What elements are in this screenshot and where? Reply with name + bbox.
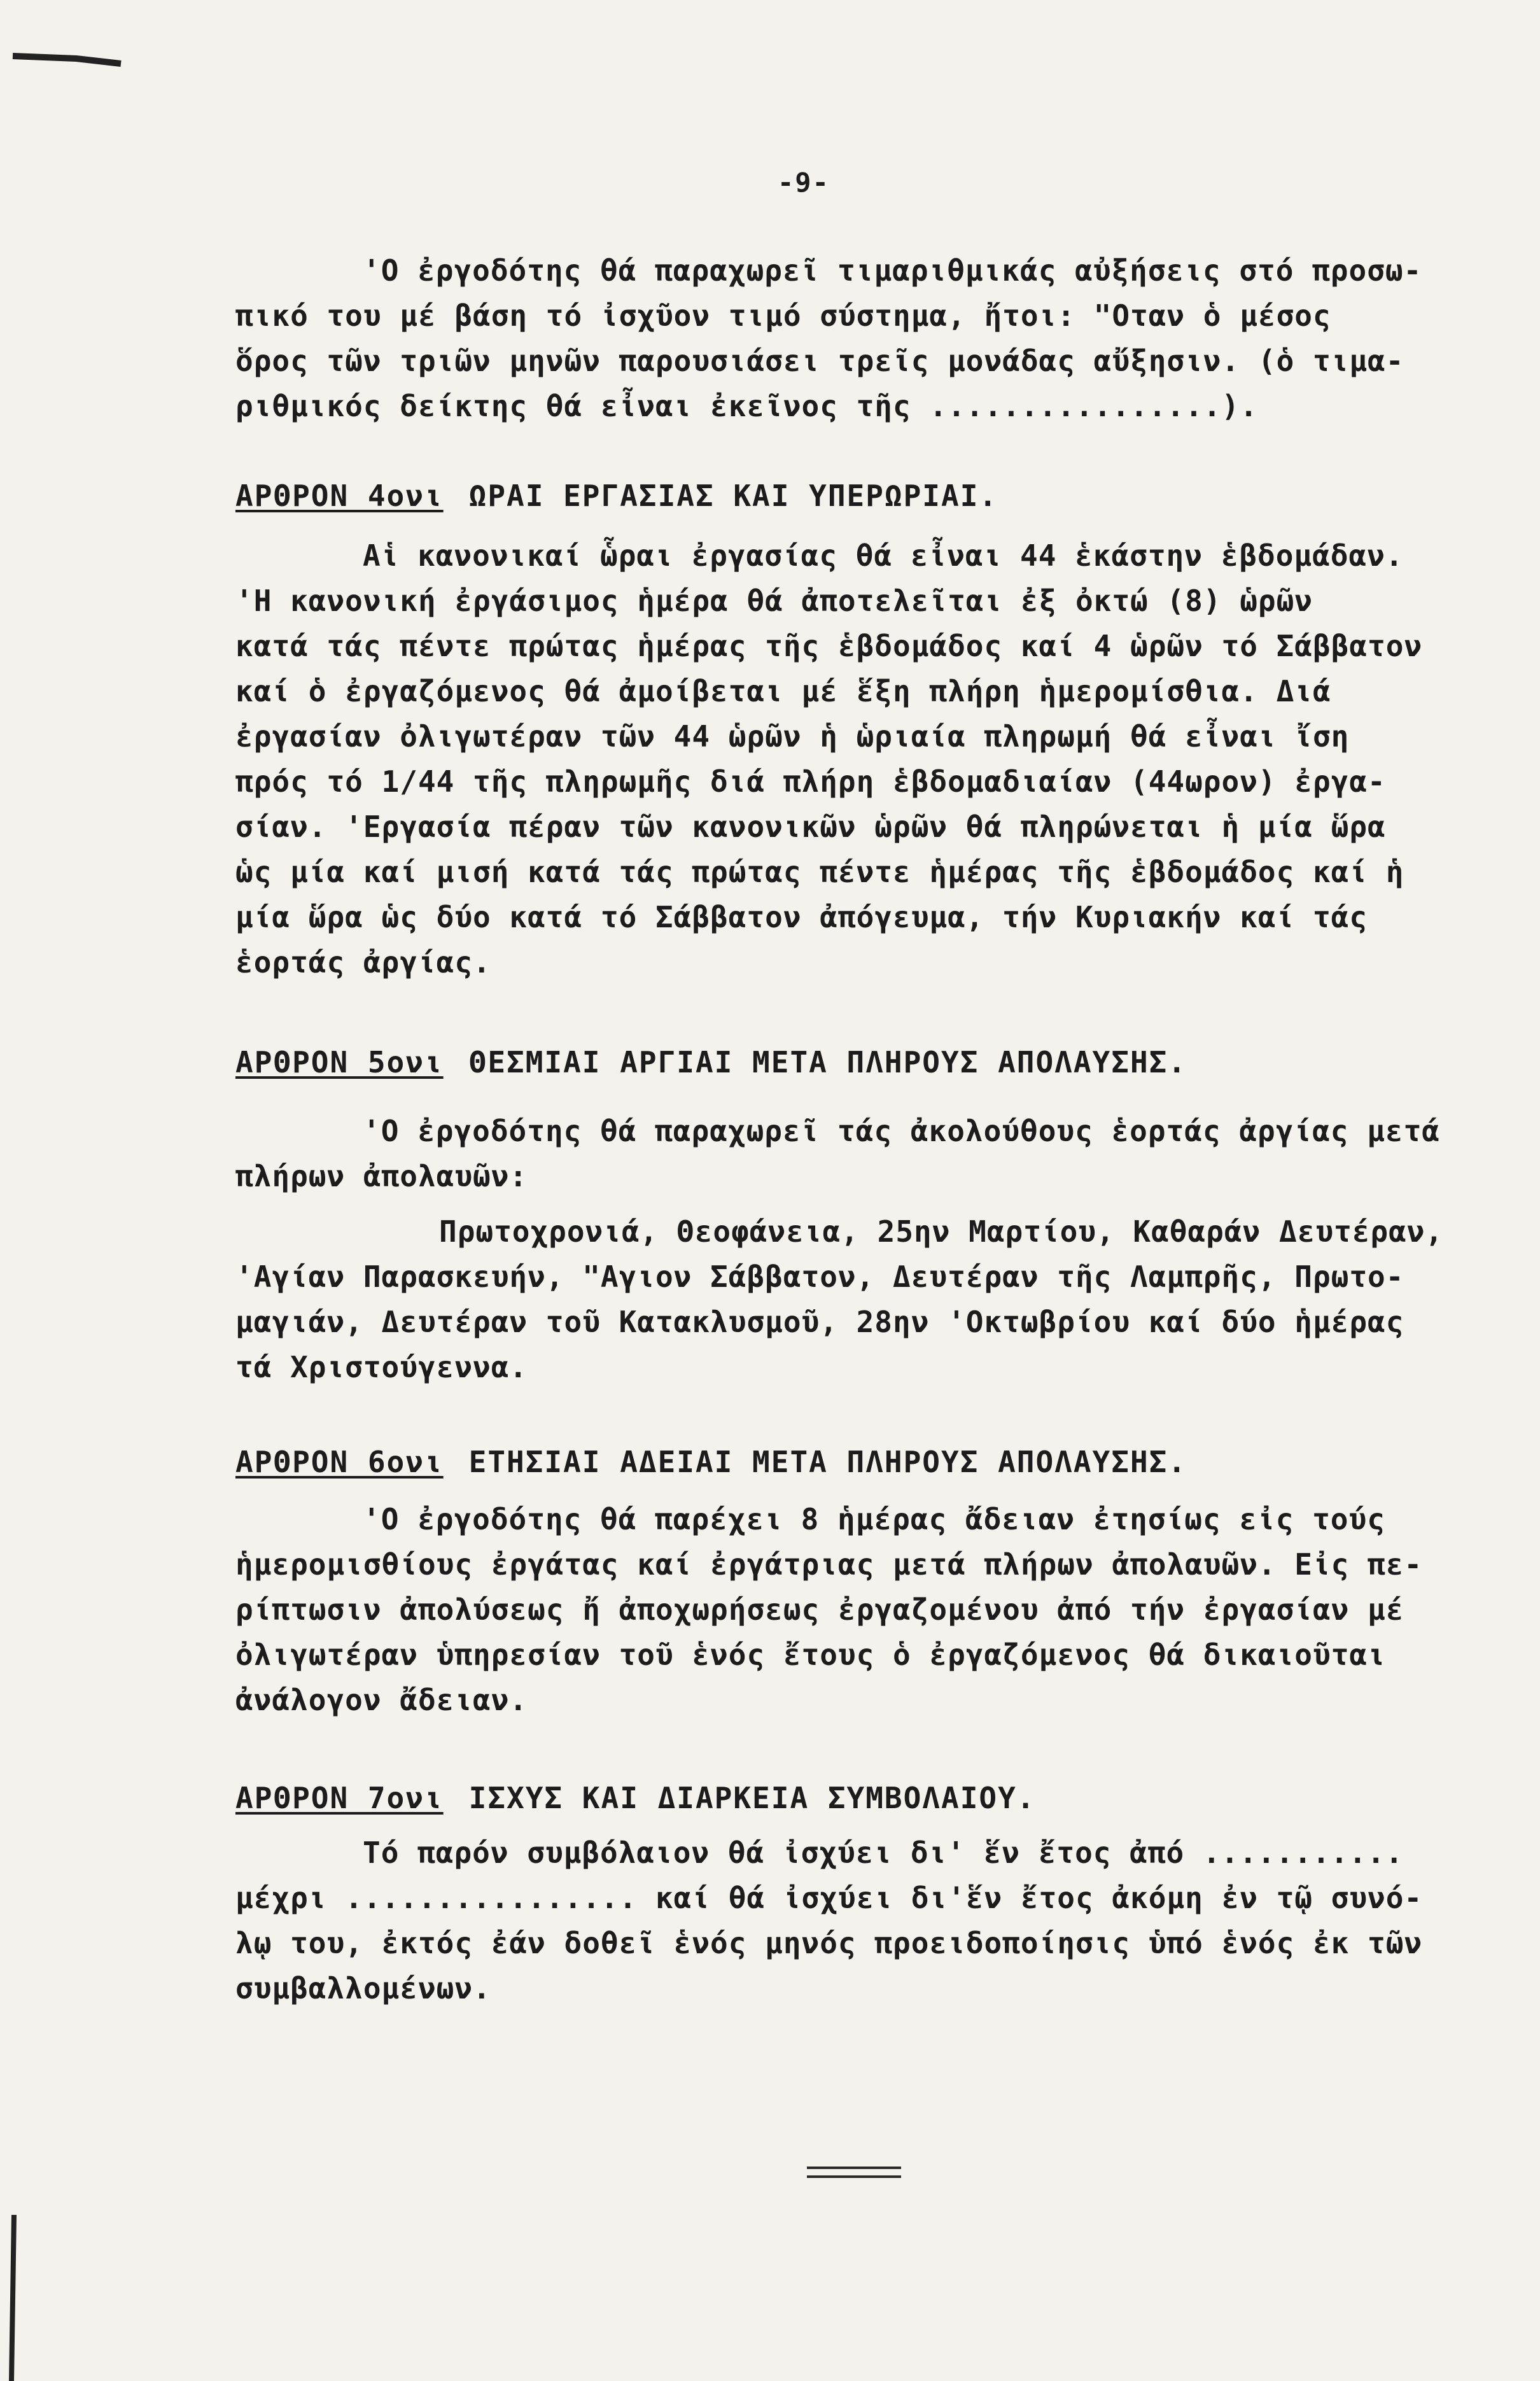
article-5-label: ΑΡΘΡΟΝ 5ονι: [235, 1045, 444, 1079]
article-7-line: μέχρι ................ καί θά ἰσχύει δι'ἕν ἔτος ἀκόμη ἐν τῷ συνό-: [235, 1881, 1423, 1915]
article-5-title: ΘΕΣΜΙΑΙ ΑΡΓΙΑΙ ΜΕΤΑ ΠΛΗΡΟΥΣ ΑΠΟΛΑΥΣΗΣ.: [468, 1045, 1187, 1079]
page-number: -9-: [778, 167, 830, 198]
article-6-label: ΑΡΘΡΟΝ 6ονι: [235, 1445, 444, 1479]
article-5-holidays: [235, 1209, 1443, 1390]
intro-line: ριθμικός δείκτης θά εἶναι ἐκεῖνος τῆς ................).: [235, 389, 1258, 423]
article-7-label: ΑΡΘΡΟΝ 7ονι: [235, 1781, 444, 1815]
article-6-line: ρίπτωσιν ἀπολύσεως ἤ ἀποχωρήσεως ἐργαζομένου ἀπό τήν ἐργασίαν μέ: [235, 1592, 1404, 1627]
article-7-line: συμβαλλομένων.: [235, 1971, 491, 2005]
article-6-heading: [235, 1445, 1187, 1479]
end-rule: [807, 2167, 901, 2178]
article-7-heading: [235, 1781, 1035, 1815]
article-6-line: ὀλιγωτέραν ὑπηρεσίαν τοῦ ἑνός ἔτους ὁ ἐργαζόμενος θά δικαιοῦται: [235, 1638, 1386, 1672]
article-4-line: κατά τάς πέντε πρώτας ἡμέρας τῆς ἑβδομάδος καί 4 ὡρῶν τό Σάββατον: [235, 629, 1423, 663]
article-4-line: ἑορτάς ἀργίας.: [235, 945, 491, 980]
article-7-body: [235, 1830, 1422, 2011]
article-6-line: ἡμερομισθίους ἐργάτας καί ἐργάτριας μετά πλήρων ἀπολαυῶν. Εἰς πε-: [235, 1547, 1423, 1582]
holiday-line: μαγιάν, Δευτέραν τοῦ Κατακλυσμοῦ, 28ην 'Οκτωβρίου καί δύο ἡμέρας: [235, 1305, 1404, 1339]
article-7-line: Τό παρόν συμβόλαιον θά ἰσχύει δι' ἕν ἔτος ἀπό ...........: [363, 1836, 1404, 1870]
holiday-line: Πρωτοχρονιά, Θεοφάνεια, 25ην Μαρτίου, Καθαράν Δευτέραν,: [439, 1214, 1444, 1249]
intro-line: πικό του μέ βάση τό ἰσχῦον τιμό σύστημα, ἤτοι: "Οταν ὁ μέσος: [235, 299, 1331, 333]
article-4-line: 'Η κανονική ἐργάσιμος ἡμέρα θά ἀποτελεῖται ἐξ ὀκτώ (8) ὡρῶν: [235, 584, 1313, 618]
intro-line: 'Ο ἐργοδότης θά παραχωρεῖ τιμαριθμικάς αὐξήσεις στό προσω-: [363, 253, 1422, 288]
article-4-line: μία ὥρα ὡς δύο κατά τό Σάββατον ἀπόγευμα, τήν Κυριακήν καί τάς: [235, 900, 1368, 934]
article-5-body: [235, 1109, 1440, 1199]
article-6-body: [235, 1497, 1422, 1723]
article-5-line: 'Ο ἐργοδότης θά παραχωρεῖ τάς ἀκολούθους ἑορτάς ἀργίας μετά: [363, 1114, 1440, 1148]
article-7-line: λῳ του, ἐκτός ἐάν δοθεῖ ἑνός μηνός προειδοποίησις ὑπό ἑνός ἐκ τῶν: [235, 1926, 1423, 1960]
article-4-line: καί ὁ ἐργαζόμενος θά ἀμοίβεται μέ ἕξη πλήρη ἡμερομίσθια. Διά: [235, 674, 1331, 708]
top-left-smudge: [13, 56, 121, 64]
holiday-line: 'Αγίαν Παρασκευήν, "Αγιον Σάββατον, Δευτέραν τῆς Λαμπρῆς, Πρωτο-: [235, 1260, 1404, 1294]
article-7-title: ΙΣΧΥΣ ΚΑΙ ΔΙΑΡΚΕΙΑ ΣΥΜΒΟΛΑΙΟΥ.: [468, 1781, 1036, 1815]
article-6-line: ἀνάλογον ἄδειαν.: [235, 1683, 528, 1717]
article-4-body: [235, 533, 1422, 985]
article-4-heading: [235, 479, 998, 513]
article-4-line: ὡς μία καί μισή κατά τάς πρώτας πέντε ἡμέρας τῆς ἑβδομάδος καί ἡ: [235, 855, 1404, 889]
intro-line: ὅρος τῶν τριῶν μηνῶν παρουσιάσει τρεῖς μονάδας αὔξησιν. (ὁ τιμα-: [235, 344, 1404, 378]
holiday-line: τά Χριστούγεννα.: [235, 1350, 528, 1384]
article-4-line: ἐργασίαν ὀλιγωτέραν τῶν 44 ὡρῶν ἡ ὡριαία πληρωμή θά εἶναι ἴση: [235, 719, 1350, 754]
article-5-heading: [235, 1045, 1187, 1079]
article-4-line: Αἱ κανονικαί ὧραι ἐργασίας θά εἶναι 44 ἑκάστην ἑβδομάδαν.: [363, 538, 1404, 573]
intro-paragraph: [235, 248, 1422, 429]
article-4-title: ΩΡΑΙ ΕΡΓΑΣΙΑΣ ΚΑΙ ΥΠΕΡΩΡΙΑΙ.: [468, 479, 998, 513]
article-6-line: 'Ο ἐργοδότης θά παρέχει 8 ἡμέρας ἄδειαν ἐτησίως εἰς τούς: [363, 1502, 1385, 1536]
left-edge-mark: [11, 2215, 14, 2381]
article-6-title: ΕΤΗΣΙΑΙ ΑΔΕΙΑΙ ΜΕΤΑ ΠΛΗΡΟΥΣ ΑΠΟΛΑΥΣΗΣ.: [468, 1445, 1187, 1479]
article-4-line: πρός τό 1/44 τῆς πληρωμῆς διά πλήρη ἑβδομαδιαίαν (44ωρον) ἐργα-: [235, 764, 1386, 799]
article-4-line: σίαν. 'Εργασία πέραν τῶν κανονικῶν ὡρῶν θά πληρώνεται ἡ μία ὥρα: [235, 810, 1386, 844]
article-4-label: ΑΡΘΡΟΝ 4ονι: [235, 479, 444, 513]
article-5-line: πλήρων ἀπολαυῶν:: [235, 1159, 528, 1193]
